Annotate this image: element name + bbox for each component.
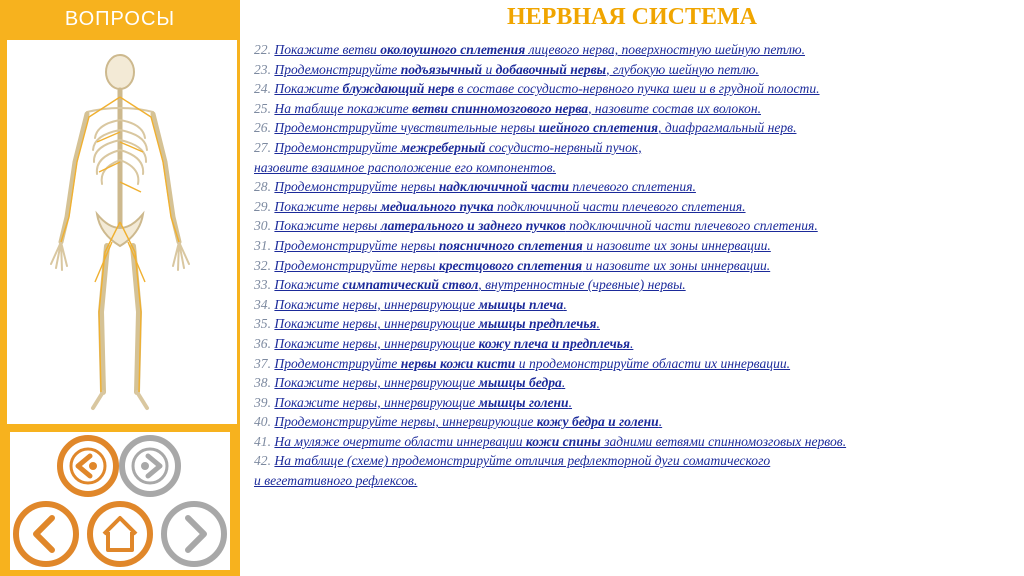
question-number: 39. bbox=[254, 394, 271, 410]
home-button[interactable] bbox=[90, 504, 150, 564]
question-text[interactable] bbox=[274, 414, 662, 429]
question-keyword: кожу плеча и предплечья bbox=[478, 335, 630, 351]
question-link[interactable] bbox=[254, 118, 1014, 138]
question-text-part: Продемонстрируйте нервы bbox=[274, 257, 439, 273]
question-link[interactable] bbox=[254, 40, 1014, 60]
question-text-part: задними ветвями спинномозговых нервов. bbox=[600, 433, 847, 449]
question-number: 36. bbox=[254, 335, 271, 351]
question-keyword: симпатический ствол bbox=[342, 277, 479, 293]
question-text-part: Покажите bbox=[274, 81, 343, 97]
question-link[interactable] bbox=[254, 158, 1014, 178]
question-text-part: подключичной части плечевого сплетения. bbox=[493, 198, 746, 214]
question-text[interactable] bbox=[274, 336, 633, 351]
question-text-part: , внутренностные (чревные) нервы. bbox=[478, 277, 686, 293]
question-keyword: кожу бедра и голени bbox=[536, 414, 659, 430]
question-number: 40. bbox=[254, 414, 271, 430]
question-link[interactable] bbox=[254, 60, 1014, 80]
question-text-part: Продемонстрируйте нервы, иннервирующие bbox=[274, 414, 537, 430]
question-text-part: Продемонстрируйте bbox=[274, 61, 401, 77]
question-text-part: Покажите нервы bbox=[274, 198, 381, 214]
question-number: 26. bbox=[254, 120, 271, 136]
question-keyword: блуждающий нерв bbox=[342, 81, 455, 97]
question-text[interactable] bbox=[254, 160, 556, 175]
question-link[interactable] bbox=[254, 373, 1014, 393]
next-button[interactable] bbox=[164, 504, 224, 564]
question-link[interactable] bbox=[254, 412, 1014, 432]
question-text-part: Покажите нервы bbox=[274, 218, 381, 234]
previous-icon bbox=[16, 504, 76, 564]
question-link[interactable] bbox=[254, 256, 1014, 276]
question-number: 27. bbox=[254, 139, 271, 155]
question-text[interactable] bbox=[274, 297, 566, 312]
question-link[interactable] bbox=[254, 79, 1014, 99]
question-text[interactable] bbox=[274, 218, 817, 233]
question-text[interactable] bbox=[274, 356, 790, 371]
question-text-part: Продемонстрируйте нервы bbox=[274, 179, 439, 195]
question-text[interactable] bbox=[254, 473, 417, 488]
question-text[interactable] bbox=[274, 62, 758, 77]
question-text[interactable] bbox=[274, 101, 761, 116]
question-number: 32. bbox=[254, 257, 271, 273]
question-link[interactable] bbox=[254, 432, 1014, 452]
question-text[interactable] bbox=[274, 277, 685, 292]
question-text-part: Продемонстрируйте чувствительные нервы bbox=[274, 120, 539, 136]
nervous-system-figure bbox=[7, 40, 237, 424]
question-text-part: . bbox=[561, 375, 566, 391]
question-number: 35. bbox=[254, 316, 271, 332]
question-number: 22. bbox=[254, 42, 271, 57]
question-text-part: подключичной части плечевого сплетения. bbox=[565, 218, 818, 234]
question-keyword: мышцы голени bbox=[478, 394, 569, 410]
question-keyword: мышцы плеча bbox=[478, 296, 564, 312]
question-text[interactable] bbox=[274, 199, 745, 214]
sidebar bbox=[0, 0, 240, 576]
next-icon bbox=[164, 504, 224, 564]
question-keyword: межреберный bbox=[400, 139, 486, 155]
question-keyword: мышцы предплечья bbox=[478, 316, 597, 332]
question-number: 34. bbox=[254, 296, 271, 312]
question-text-part: Покажите нервы, иннервирующие bbox=[274, 296, 479, 312]
question-text-part: Покажите bbox=[274, 277, 343, 293]
question-link[interactable] bbox=[254, 197, 1014, 217]
question-number: 41. bbox=[254, 433, 271, 449]
question-text[interactable] bbox=[274, 375, 565, 390]
question-text[interactable] bbox=[274, 179, 696, 194]
human-skeleton-nerves-illustration bbox=[9, 42, 231, 418]
question-text-part: и вегетативного рефлексов. bbox=[254, 473, 418, 489]
question-text-part: и продемонстрируйте области их иннервации. bbox=[515, 355, 791, 371]
question-keyword: подъязычный bbox=[400, 61, 483, 77]
question-text[interactable] bbox=[274, 81, 819, 96]
question-text[interactable] bbox=[274, 453, 770, 468]
question-text-part: Покажите нервы, иннервирующие bbox=[274, 316, 479, 332]
question-text[interactable] bbox=[274, 42, 805, 57]
question-text[interactable] bbox=[274, 258, 770, 273]
question-text-part: и назовите их зоны иннервации. bbox=[582, 257, 771, 273]
question-number: 30. bbox=[254, 218, 271, 234]
question-list bbox=[254, 40, 1014, 491]
question-text-part: На таблице покажите bbox=[274, 100, 413, 116]
question-text-part: и назовите их зоны иннервации. bbox=[582, 237, 771, 253]
question-link[interactable] bbox=[254, 451, 1014, 471]
question-number: 33. bbox=[254, 277, 271, 293]
question-keyword: ветви спинномозгового нерва bbox=[412, 100, 589, 116]
back-to-start-button[interactable] bbox=[60, 438, 116, 494]
question-text-part: . bbox=[563, 296, 567, 312]
question-text-part: , назовите состав их волокон. bbox=[588, 100, 761, 116]
question-number: 23. bbox=[254, 61, 271, 77]
question-text-part: назовите взаимное расположение его компонентов. bbox=[254, 159, 556, 175]
question-link[interactable] bbox=[254, 236, 1014, 256]
question-text[interactable] bbox=[274, 238, 770, 253]
question-number: 25. bbox=[254, 100, 271, 116]
question-keyword: мышцы бедра bbox=[478, 375, 562, 391]
question-number: 24. bbox=[254, 81, 271, 97]
question-text-part: в составе сосудисто-нервного пучка шеи и в грудной полости. bbox=[454, 81, 820, 97]
question-text-part: , глубокую шейную петлю. bbox=[606, 61, 759, 77]
question-text-part: . bbox=[629, 335, 634, 351]
question-link[interactable] bbox=[254, 471, 1014, 491]
question-text-part: . bbox=[658, 414, 663, 430]
question-number: 31. bbox=[254, 237, 271, 253]
question-text-part: Продемонстрируйте bbox=[274, 355, 401, 371]
previous-button[interactable] bbox=[16, 504, 76, 564]
question-keyword: медиального пучка bbox=[380, 198, 494, 214]
question-text-part: Покажите нервы, иннервирующие bbox=[274, 375, 479, 391]
question-text-part: . bbox=[568, 394, 573, 410]
page-title: НЕРВНАЯ СИСТЕМА bbox=[506, 4, 757, 30]
question-number: 29. bbox=[254, 198, 271, 214]
question-link[interactable] bbox=[254, 393, 1014, 413]
question-text[interactable] bbox=[274, 120, 796, 135]
question-text-part: Продемонстрируйте нервы bbox=[274, 237, 439, 253]
question-link[interactable] bbox=[254, 216, 1014, 236]
question-keyword: шейного сплетения bbox=[538, 120, 659, 136]
question-text-part: На таблице (схеме) продемонстрируйте отличия рефлекторной дуги соматического bbox=[274, 453, 771, 469]
forward-to-end-button[interactable] bbox=[122, 438, 178, 494]
question-keyword: околоушного сплетения bbox=[380, 42, 526, 57]
question-text-part: Покажите нервы, иннервирующие bbox=[274, 335, 479, 351]
question-text-part: и bbox=[482, 61, 496, 77]
question-number: 28. bbox=[254, 179, 271, 195]
question-number: 37. bbox=[254, 355, 271, 371]
question-text-part: , диафрагмальный нерв. bbox=[658, 120, 797, 136]
question-text-part: . bbox=[596, 316, 600, 332]
question-keyword: нервы кожи кисти bbox=[400, 355, 516, 371]
question-text-part: Покажите ветви bbox=[274, 42, 381, 57]
question-link[interactable] bbox=[254, 295, 1014, 315]
question-text[interactable] bbox=[274, 140, 641, 155]
question-keyword: латерального и заднего пучков bbox=[380, 218, 566, 234]
question-keyword: кожи спины bbox=[525, 433, 601, 449]
question-link[interactable] bbox=[254, 334, 1014, 354]
question-keyword: добавочный нервы bbox=[495, 61, 607, 77]
question-text-part: Покажите нервы, иннервирующие bbox=[274, 394, 479, 410]
home-icon bbox=[90, 504, 150, 564]
question-text-part: Продемонстрируйте bbox=[274, 139, 401, 155]
question-number: 38. bbox=[254, 375, 271, 391]
question-text[interactable] bbox=[274, 395, 572, 410]
question-number: 42. bbox=[254, 453, 271, 469]
question-text-part: плечевого сплетения. bbox=[569, 179, 696, 195]
question-link[interactable] bbox=[254, 99, 1014, 119]
question-text-part: лицевого нерва, поверхностную шейную петлю. bbox=[525, 42, 805, 57]
question-text-part: сосудисто-нервный пучок, bbox=[485, 139, 642, 155]
question-link[interactable] bbox=[254, 275, 1014, 295]
question-keyword: надключичной части bbox=[438, 179, 570, 195]
question-keyword: крестцового сплетения bbox=[438, 257, 583, 273]
question-link[interactable] bbox=[254, 314, 1014, 334]
question-link[interactable] bbox=[254, 138, 1014, 158]
navigation-panel bbox=[10, 432, 230, 570]
question-text-part: На муляже очертите области иннервации bbox=[274, 433, 526, 449]
question-keyword: поясничного сплетения bbox=[438, 237, 583, 253]
question-link[interactable] bbox=[254, 177, 1014, 197]
sidebar-title: ВОПРОСЫ bbox=[64, 8, 176, 30]
question-link[interactable] bbox=[254, 354, 1014, 374]
question-text[interactable] bbox=[274, 434, 846, 449]
question-text[interactable] bbox=[274, 316, 600, 331]
